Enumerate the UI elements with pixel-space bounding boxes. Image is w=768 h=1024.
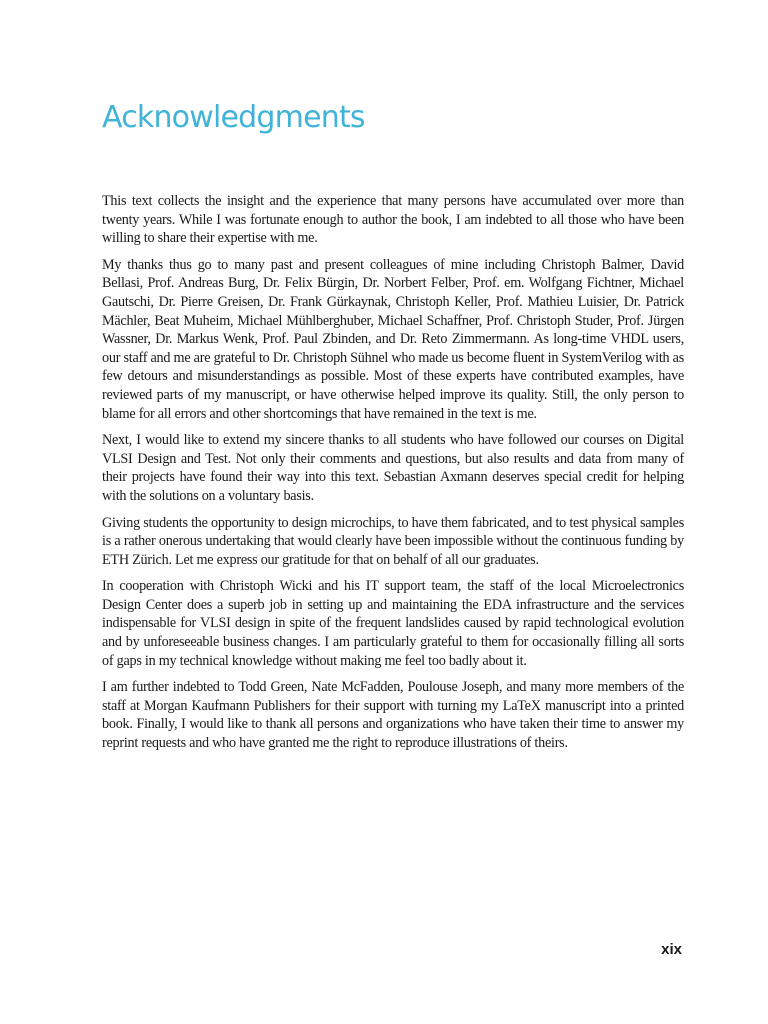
paragraph: I am further indebted to Todd Green, Nate McFadden, Poulouse Joseph, and many more members of the staff at Morgan Kaufmann Publishers for their support with turning my LaTeX manuscript into a printed book. Finally, I would like to thank all persons and organizations who have taken their time to answer my reprint requests and who have granted me the right to reproduce illustrations of theirs. [102, 679, 684, 752]
paragraph: In cooperation with Christoph Wicki and his IT support team, the staff of the local Microelectronics Design Center does a superb job in setting up and maintaining the EDA infrastructure and the services indispensable for VLSI design in spite of the frequent landslides caused by rapid technological evolution and by unforeseeable business changes. I am particularly grateful to them for occasionally filling all sorts of gaps in my technical knowledge without making me feel too badly about it. [102, 578, 684, 669]
paragraph: Next, I would like to extend my sincere thanks to all students who have followed our courses on Digital VLSI Design and Test. Not only their comments and questions, but also results and data from many of their projects have found their way into this text. Sebastian Axmann deserves special credit for helping with the solutions on a voluntary basis. [102, 432, 684, 504]
paragraph: Giving students the opportunity to design microchips, to have them fabricated, and to test physical samples is a rather onerous undertaking that would clearly have been impossible without the continuous funding by ETH Zürich. Let me express our gratitude for that on behalf of all our graduates. [102, 514, 684, 568]
page-title: Acknowledgments [102, 100, 365, 135]
page-number: xix [661, 941, 682, 958]
paragraph: My thanks thus go to many past and present colleagues of mine including Christoph Balmer, David Bellasi, Prof. Andreas Burg, Dr. Felix Bürgin, Dr. Norbert Felber, Prof. em. Wolfgang Fichtner, Michael Gautschi, Dr. Pierre Greisen, Dr. Frank Gürkaynak, Christoph Keller, Prof. Mathieu Luisier, Dr. Patrick Mächler, Beat Muheim, Michael Mühlberghuber, Michael Schaffner, Prof. Christoph Studer, Prof. Jürgen Wassner, Dr. Markus Wenk, Prof. Paul Zbinden, and Dr. Reto Zimmermann. As long-time VHDL users, our staff and me are grateful to Dr. Christoph Sühnel who made us become fluent in SystemVerilog with as few detours and misunderstandings as possible. Most of these experts have contributed examples, have reviewed parts of my manuscript, or have otherwise helped improve its quality. Still, the only person to blame for all errors and other shortcomings that have remained in the text is me. [102, 256, 684, 422]
body-text [102, 192, 684, 761]
paragraph: This text collects the insight and the experience that many persons have accumulated over more than twenty years. While I was fortunate enough to author the book, I am indebted to all those who have been willing to share their expertise with me. [102, 193, 684, 247]
